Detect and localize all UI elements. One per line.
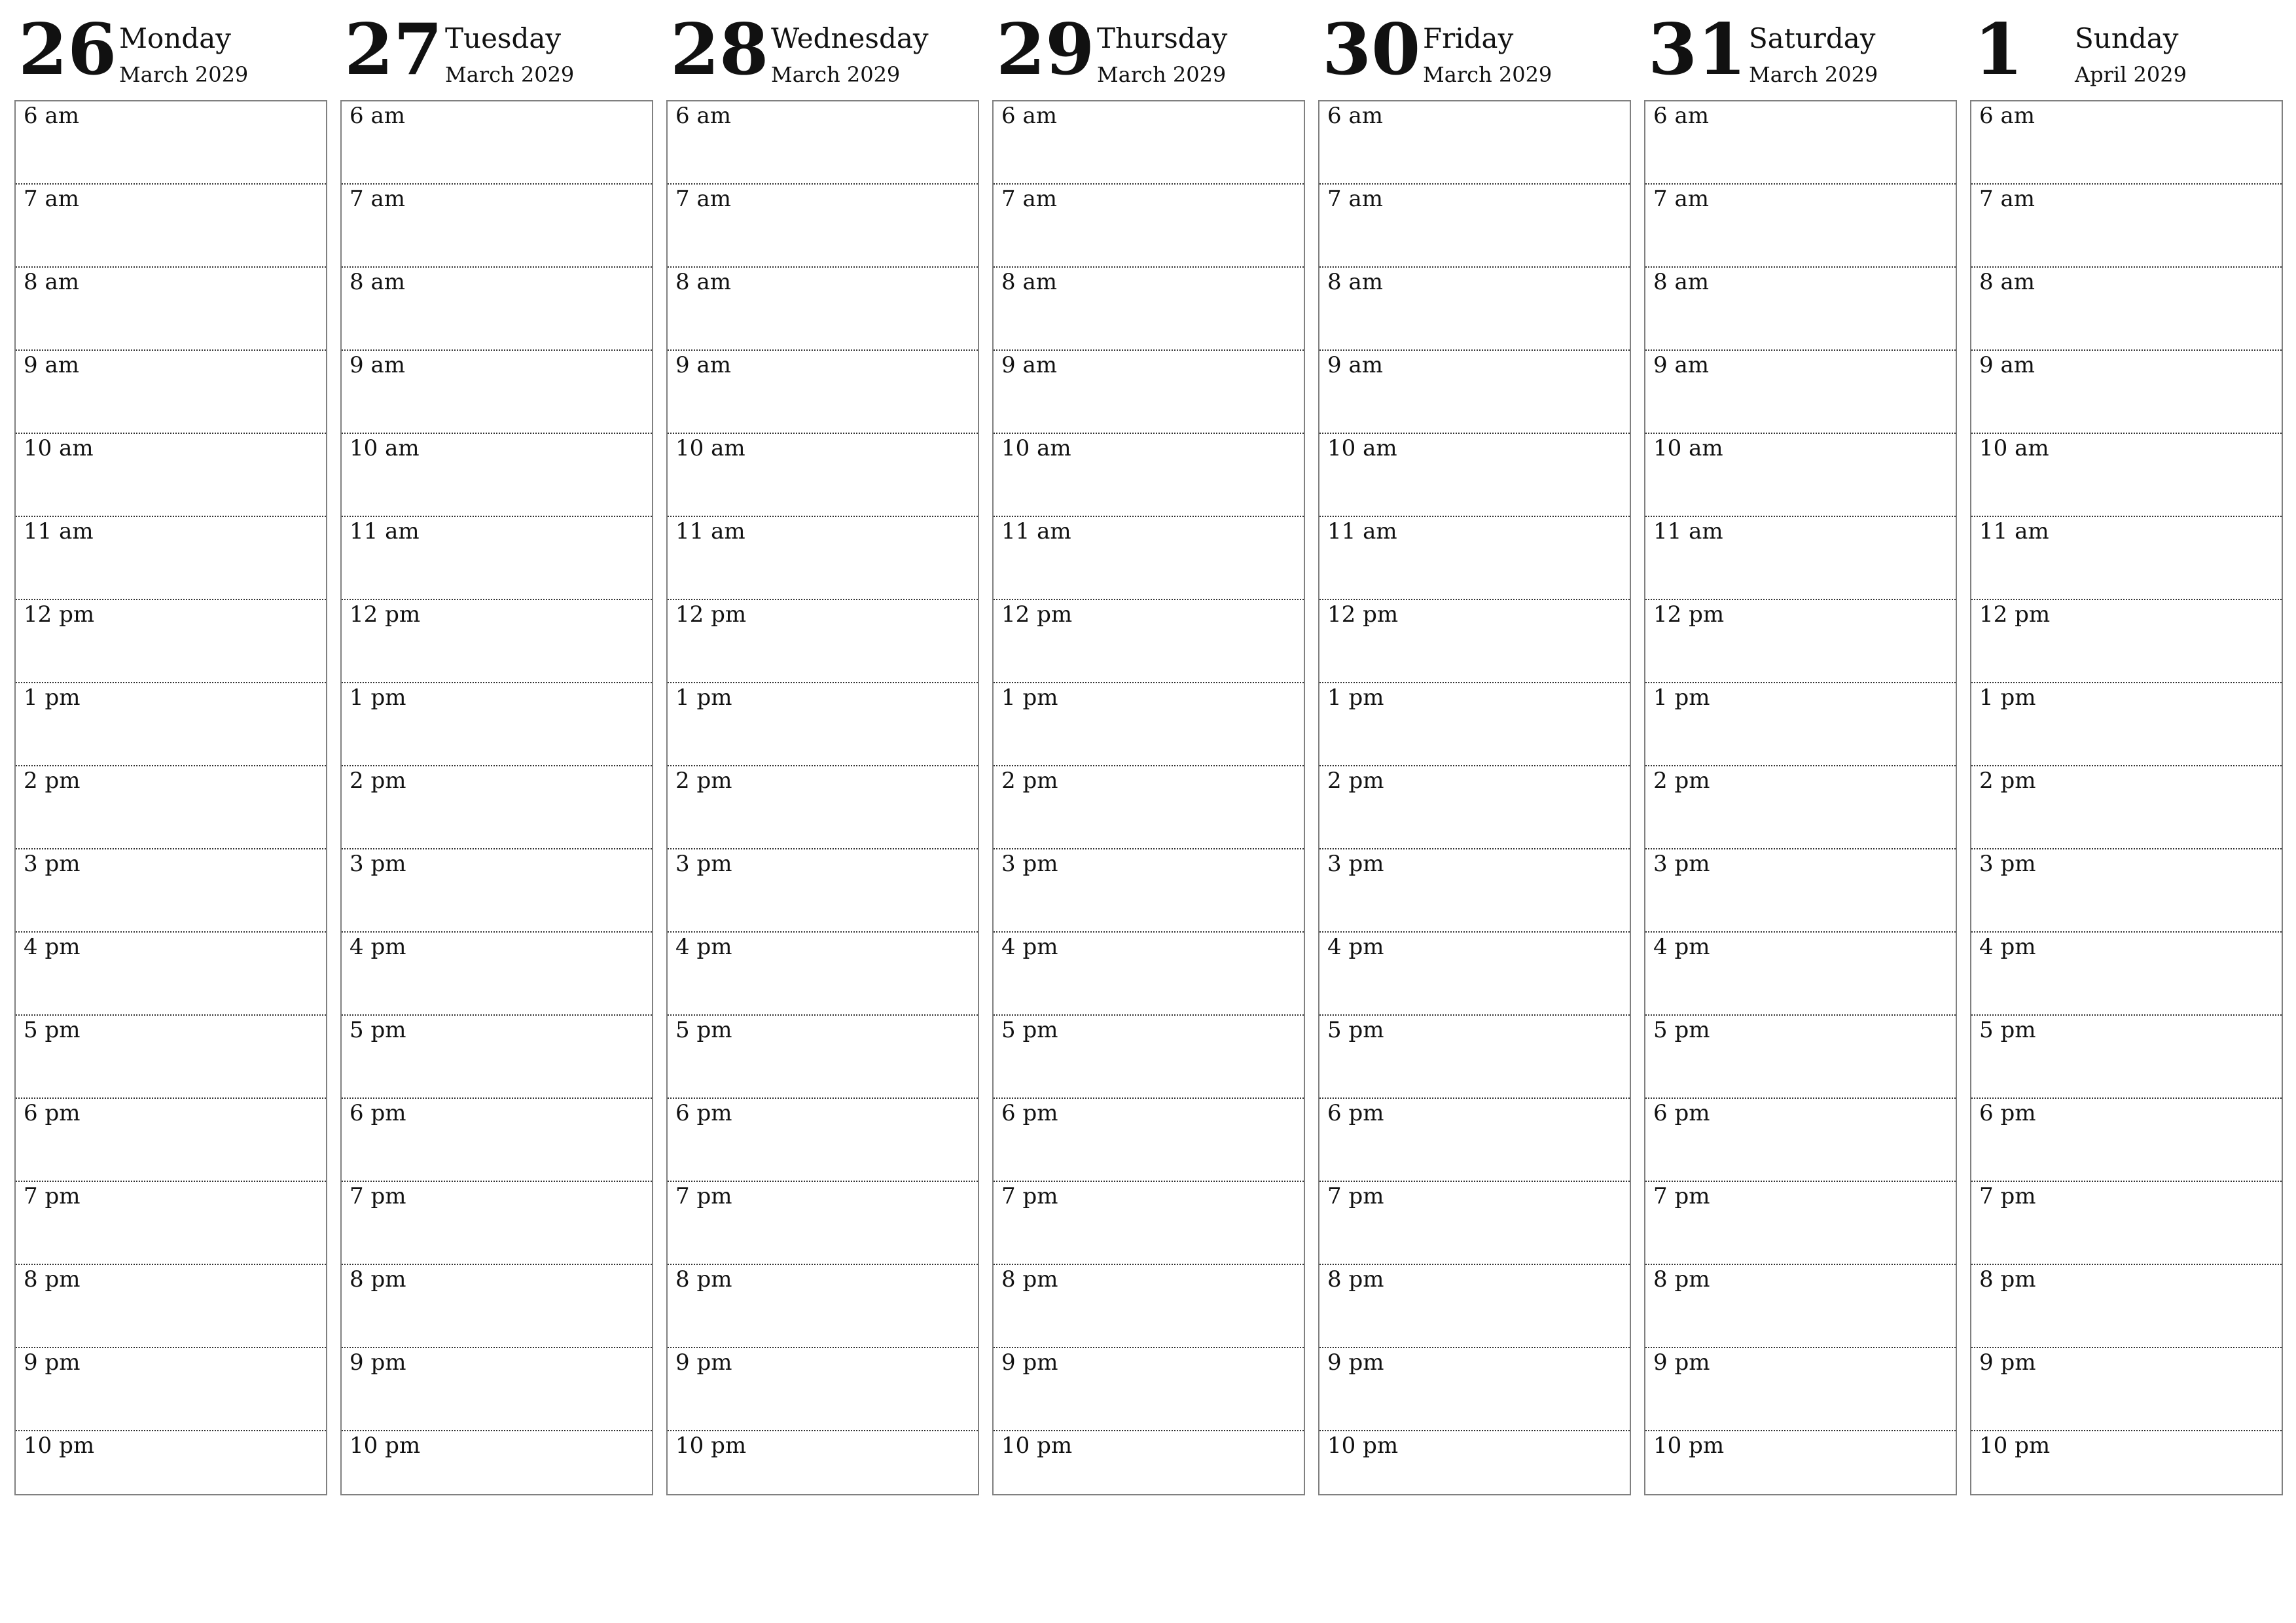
hour-slot[interactable] — [1319, 268, 1630, 351]
hour-label: 2 pm — [1327, 768, 1384, 794]
day-column-monday — [14, 0, 327, 1459]
hour-label: 5 pm — [350, 1017, 406, 1043]
day-schedule-box — [340, 100, 653, 1495]
hour-label: 7 am — [350, 186, 405, 212]
hour-slot[interactable] — [994, 351, 1304, 434]
hour-slot[interactable] — [342, 101, 652, 185]
hour-slot[interactable] — [16, 600, 326, 683]
hour-slot[interactable] — [342, 1431, 652, 1513]
day-number: 30 — [1322, 9, 1421, 91]
day-number: 26 — [18, 9, 117, 91]
hour-slot[interactable] — [1319, 1182, 1630, 1265]
hour-label: 6 am — [350, 103, 405, 129]
hour-label: 10 pm — [1327, 1433, 1399, 1459]
hour-slot[interactable] — [1971, 1348, 2282, 1431]
hour-slot[interactable] — [1319, 101, 1630, 185]
hour-slot[interactable] — [1645, 517, 1956, 600]
hour-slot[interactable] — [668, 1431, 978, 1513]
hour-label: 1 pm — [1001, 685, 1058, 711]
hour-label: 8 am — [675, 269, 731, 295]
hour-label: 3 pm — [24, 851, 81, 877]
hour-slot[interactable] — [16, 268, 326, 351]
hour-label: 8 am — [1001, 269, 1057, 295]
hour-slot[interactable] — [1971, 351, 2282, 434]
hour-slot[interactable] — [1645, 933, 1956, 1016]
hour-label: 10 am — [675, 435, 745, 461]
day-schedule-box — [14, 100, 327, 1495]
day-header — [1644, 0, 1957, 99]
hour-slot[interactable] — [1645, 1016, 1956, 1099]
hour-label: 6 am — [1001, 103, 1057, 129]
hour-slot[interactable] — [1319, 933, 1630, 1016]
hour-label: 1 pm — [24, 685, 81, 711]
hour-label: 10 am — [24, 435, 94, 461]
hour-slot[interactable] — [994, 517, 1304, 600]
hour-slot[interactable] — [668, 351, 978, 434]
hour-label: 4 pm — [1653, 934, 1710, 960]
hour-label: 1 pm — [1327, 685, 1384, 711]
hour-slot[interactable] — [1319, 185, 1630, 268]
hour-slot[interactable] — [1645, 1182, 1956, 1265]
hour-label: 7 pm — [675, 1183, 732, 1209]
hour-label: 9 pm — [1653, 1349, 1710, 1376]
hour-slot[interactable] — [994, 434, 1304, 517]
hour-label: 6 pm — [24, 1100, 81, 1126]
hour-label: 8 pm — [675, 1266, 732, 1293]
hour-label: 9 am — [1327, 352, 1383, 378]
day-column-friday — [1318, 0, 1631, 1459]
hour-slot[interactable] — [342, 849, 652, 933]
hour-slot[interactable] — [1645, 268, 1956, 351]
hour-label: 1 pm — [350, 685, 406, 711]
day-number: 31 — [1648, 9, 1747, 91]
hour-label: 2 pm — [350, 768, 406, 794]
hour-slot[interactable] — [668, 185, 978, 268]
day-header — [14, 0, 327, 99]
hour-label: 10 am — [1979, 435, 2049, 461]
hour-slot[interactable] — [668, 517, 978, 600]
hour-label: 5 pm — [675, 1017, 732, 1043]
hour-slot[interactable] — [668, 434, 978, 517]
day-name: Saturday — [1749, 22, 1876, 54]
hour-slot[interactable] — [668, 101, 978, 185]
hour-label: 4 pm — [24, 934, 81, 960]
hour-label: 8 pm — [350, 1266, 406, 1293]
hour-slot[interactable] — [1971, 600, 2282, 683]
hour-slot[interactable] — [994, 185, 1304, 268]
day-month: March 2029 — [771, 62, 901, 87]
hour-slot[interactable] — [1319, 1016, 1630, 1099]
hour-slot[interactable] — [342, 1099, 652, 1182]
hour-label: 7 pm — [1979, 1183, 2036, 1209]
hour-label: 6 am — [675, 103, 731, 129]
hour-label: 8 pm — [1001, 1266, 1058, 1293]
hour-label: 10 pm — [1653, 1433, 1725, 1459]
hour-label: 6 pm — [1653, 1100, 1710, 1126]
hour-label: 9 am — [24, 352, 79, 378]
day-number: 28 — [670, 9, 769, 91]
hour-slot[interactable] — [994, 1265, 1304, 1348]
hour-label: 1 pm — [1979, 685, 2036, 711]
hour-slot[interactable] — [16, 1016, 326, 1099]
hour-slot[interactable] — [342, 1265, 652, 1348]
day-schedule-box — [1970, 100, 2283, 1495]
hour-slot[interactable] — [668, 766, 978, 849]
hour-slot[interactable] — [1971, 933, 2282, 1016]
hour-label: 11 am — [1001, 518, 1071, 544]
hour-label: 8 am — [1653, 269, 1709, 295]
hour-slot[interactable] — [668, 849, 978, 933]
hour-slot[interactable] — [16, 517, 326, 600]
hour-slot[interactable] — [994, 683, 1304, 766]
hour-label: 6 pm — [675, 1100, 732, 1126]
hour-slot[interactable] — [1319, 434, 1630, 517]
hour-slot[interactable] — [1645, 1348, 1956, 1431]
hour-label: 7 pm — [1653, 1183, 1710, 1209]
hour-slot[interactable] — [668, 933, 978, 1016]
hour-slot[interactable] — [1645, 185, 1956, 268]
hour-label: 10 am — [350, 435, 420, 461]
hour-label: 3 pm — [1001, 851, 1058, 877]
hour-slot[interactable] — [1971, 1431, 2282, 1513]
hour-slot[interactable] — [1971, 849, 2282, 933]
day-name: Monday — [119, 22, 231, 54]
hour-label: 9 pm — [1327, 1349, 1384, 1376]
hour-label: 3 pm — [350, 851, 406, 877]
hour-slot[interactable] — [16, 683, 326, 766]
hour-slot[interactable] — [342, 351, 652, 434]
hour-slot[interactable] — [668, 1182, 978, 1265]
hour-label: 4 pm — [675, 934, 732, 960]
hour-label: 7 pm — [24, 1183, 81, 1209]
hour-slot[interactable] — [342, 600, 652, 683]
hour-label: 12 pm — [675, 601, 747, 628]
hour-label: 3 pm — [1979, 851, 2036, 877]
hour-label: 4 pm — [1001, 934, 1058, 960]
day-month: March 2029 — [1423, 62, 1552, 87]
day-name: Tuesday — [445, 22, 562, 54]
hour-slot[interactable] — [1319, 1348, 1630, 1431]
hour-label: 3 pm — [675, 851, 732, 877]
day-name: Sunday — [2075, 22, 2179, 54]
hour-label: 6 am — [24, 103, 79, 129]
hour-label: 9 pm — [1001, 1349, 1058, 1376]
day-month: March 2029 — [119, 62, 249, 87]
hour-label: 11 am — [1653, 518, 1723, 544]
hour-slot[interactable] — [16, 1265, 326, 1348]
hour-label: 8 am — [24, 269, 79, 295]
hour-slot[interactable] — [1645, 1265, 1956, 1348]
hour-label: 8 pm — [1327, 1266, 1384, 1293]
hour-label: 11 am — [1327, 518, 1397, 544]
hour-label: 6 am — [1653, 103, 1709, 129]
hour-slot[interactable] — [16, 351, 326, 434]
hour-label: 7 pm — [1001, 1183, 1058, 1209]
hour-label: 11 am — [350, 518, 420, 544]
hour-label: 10 pm — [1001, 1433, 1073, 1459]
hour-label: 4 pm — [1327, 934, 1384, 960]
hour-label: 9 am — [675, 352, 731, 378]
hour-label: 12 pm — [24, 601, 95, 628]
day-schedule-box — [1644, 100, 1957, 1495]
hour-slot[interactable] — [994, 1099, 1304, 1182]
hour-label: 7 pm — [1327, 1183, 1384, 1209]
day-header — [666, 0, 979, 99]
day-number: 29 — [996, 9, 1095, 91]
hour-slot[interactable] — [342, 933, 652, 1016]
day-name: Friday — [1423, 22, 1514, 54]
hour-label: 12 pm — [1001, 601, 1073, 628]
hour-slot[interactable] — [16, 766, 326, 849]
hour-label: 6 am — [1979, 103, 2035, 129]
hour-label: 7 am — [1653, 186, 1709, 212]
hour-slot[interactable] — [668, 600, 978, 683]
hour-slot[interactable] — [1971, 434, 2282, 517]
hour-label: 8 pm — [1653, 1266, 1710, 1293]
hour-slot[interactable] — [1645, 683, 1956, 766]
hour-slot[interactable] — [1319, 351, 1630, 434]
hour-slot[interactable] — [1971, 1182, 2282, 1265]
hour-slot[interactable] — [342, 185, 652, 268]
hour-label: 6 am — [1327, 103, 1383, 129]
hour-label: 4 pm — [350, 934, 406, 960]
hour-label: 8 am — [1327, 269, 1383, 295]
hour-slot[interactable] — [994, 1182, 1304, 1265]
hour-slot[interactable] — [1645, 766, 1956, 849]
hour-slot[interactable] — [1971, 185, 2282, 268]
hour-slot[interactable] — [1319, 766, 1630, 849]
hour-label: 10 pm — [1979, 1433, 2051, 1459]
day-number: 27 — [344, 9, 443, 91]
hour-slot[interactable] — [994, 1016, 1304, 1099]
hour-slot[interactable] — [342, 1016, 652, 1099]
hour-label: 9 pm — [24, 1349, 81, 1376]
hour-slot[interactable] — [16, 933, 326, 1016]
hour-slot[interactable] — [16, 101, 326, 185]
hour-slot[interactable] — [1971, 683, 2282, 766]
hour-label: 7 am — [24, 186, 79, 212]
hour-slot[interactable] — [1971, 1016, 2282, 1099]
hour-label: 2 pm — [675, 768, 732, 794]
hour-slot[interactable] — [1319, 849, 1630, 933]
day-month: March 2029 — [445, 62, 575, 87]
hour-slot[interactable] — [1971, 766, 2282, 849]
hour-label: 7 am — [675, 186, 731, 212]
hour-label: 5 pm — [1001, 1017, 1058, 1043]
hour-label: 5 pm — [1653, 1017, 1710, 1043]
hour-slot[interactable] — [1319, 1265, 1630, 1348]
hour-label: 9 am — [1653, 352, 1709, 378]
hour-slot[interactable] — [1319, 1431, 1630, 1513]
hour-slot[interactable] — [16, 434, 326, 517]
hour-slot[interactable] — [1971, 1099, 2282, 1182]
day-month: April 2029 — [2075, 62, 2187, 87]
hour-slot[interactable] — [994, 268, 1304, 351]
day-number: 1 — [1974, 9, 2024, 91]
hour-slot[interactable] — [1319, 600, 1630, 683]
hour-label: 9 pm — [675, 1349, 732, 1376]
hour-label: 8 pm — [1979, 1266, 2036, 1293]
day-name: Thursday — [1097, 22, 1228, 54]
hour-label: 9 am — [1001, 352, 1057, 378]
hour-label: 12 pm — [350, 601, 421, 628]
day-column-wednesday — [666, 0, 979, 1459]
hour-label: 6 pm — [1001, 1100, 1058, 1126]
hour-label: 1 pm — [675, 685, 732, 711]
hour-label: 9 am — [350, 352, 405, 378]
hour-label: 2 pm — [24, 768, 81, 794]
hour-label: 12 pm — [1327, 601, 1399, 628]
hour-slot[interactable] — [16, 1099, 326, 1182]
hour-slot[interactable] — [1645, 434, 1956, 517]
hour-label: 9 am — [1979, 352, 2035, 378]
day-schedule-box — [666, 100, 979, 1495]
hour-label: 6 pm — [350, 1100, 406, 1126]
hour-slot[interactable] — [16, 1431, 326, 1513]
hour-slot[interactable] — [342, 434, 652, 517]
hour-label: 7 pm — [350, 1183, 406, 1209]
hour-slot[interactable] — [994, 101, 1304, 185]
hour-slot[interactable] — [1319, 683, 1630, 766]
hour-slot[interactable] — [1971, 101, 2282, 185]
day-header — [992, 0, 1305, 99]
hour-slot[interactable] — [668, 1265, 978, 1348]
hour-label: 11 am — [1979, 518, 2049, 544]
hour-label: 2 pm — [1653, 768, 1710, 794]
day-header — [340, 0, 653, 99]
day-header — [1970, 0, 2283, 99]
hour-label: 10 pm — [350, 1433, 421, 1459]
hour-label: 9 pm — [350, 1349, 406, 1376]
hour-label: 4 pm — [1979, 934, 2036, 960]
hour-slot[interactable] — [668, 268, 978, 351]
hour-label: 9 pm — [1979, 1349, 2036, 1376]
hour-label: 2 pm — [1979, 768, 2036, 794]
hour-label: 11 am — [24, 518, 94, 544]
hour-slot[interactable] — [994, 849, 1304, 933]
hour-label: 2 pm — [1001, 768, 1058, 794]
hour-slot[interactable] — [342, 268, 652, 351]
hour-label: 11 am — [675, 518, 745, 544]
day-month: March 2029 — [1749, 62, 1878, 87]
hour-slot[interactable] — [1971, 1265, 2282, 1348]
hour-slot[interactable] — [1645, 101, 1956, 185]
hour-slot[interactable] — [994, 1348, 1304, 1431]
hour-label: 10 am — [1001, 435, 1071, 461]
hour-slot[interactable] — [668, 1099, 978, 1182]
hour-slot[interactable] — [16, 185, 326, 268]
hour-slot[interactable] — [994, 1431, 1304, 1513]
day-schedule-box — [1318, 100, 1631, 1495]
hour-label: 8 am — [1979, 269, 2035, 295]
day-column-saturday — [1644, 0, 1957, 1459]
hour-label: 10 am — [1327, 435, 1397, 461]
hour-slot[interactable] — [668, 1016, 978, 1099]
hour-label: 5 pm — [1979, 1017, 2036, 1043]
hour-slot[interactable] — [342, 1182, 652, 1265]
hour-slot[interactable] — [1971, 517, 2282, 600]
hour-label: 7 am — [1001, 186, 1057, 212]
hour-label: 6 pm — [1979, 1100, 2036, 1126]
day-column-thursday — [992, 0, 1305, 1459]
hour-label: 8 am — [350, 269, 405, 295]
hour-label: 8 pm — [24, 1266, 81, 1293]
hour-slot[interactable] — [342, 1348, 652, 1431]
hour-label: 10 am — [1653, 435, 1723, 461]
hour-slot[interactable] — [342, 683, 652, 766]
hour-slot[interactable] — [16, 849, 326, 933]
hour-slot[interactable] — [994, 933, 1304, 1016]
hour-label: 5 pm — [1327, 1017, 1384, 1043]
day-name: Wednesday — [771, 22, 929, 54]
day-header — [1318, 0, 1631, 99]
hour-label: 6 pm — [1327, 1100, 1384, 1126]
hour-slot[interactable] — [1971, 268, 2282, 351]
hour-slot[interactable] — [994, 600, 1304, 683]
hour-label: 7 am — [1327, 186, 1383, 212]
hour-label: 10 pm — [675, 1433, 747, 1459]
hour-label: 12 pm — [1979, 601, 2051, 628]
hour-slot[interactable] — [342, 517, 652, 600]
hour-label: 12 pm — [1653, 601, 1725, 628]
hour-slot[interactable] — [994, 766, 1304, 849]
hour-label: 3 pm — [1327, 851, 1384, 877]
hour-slot[interactable] — [1645, 600, 1956, 683]
hour-slot[interactable] — [16, 1348, 326, 1431]
hour-slot[interactable] — [1319, 1099, 1630, 1182]
hour-slot[interactable] — [342, 766, 652, 849]
hour-slot[interactable] — [1645, 351, 1956, 434]
hour-label: 5 pm — [24, 1017, 81, 1043]
hour-label: 1 pm — [1653, 685, 1710, 711]
hour-label: 10 pm — [24, 1433, 95, 1459]
hour-slot[interactable] — [1319, 517, 1630, 600]
hour-label: 3 pm — [1653, 851, 1710, 877]
hour-slot[interactable] — [1645, 849, 1956, 933]
hour-label: 7 am — [1979, 186, 2035, 212]
day-schedule-box — [992, 100, 1305, 1495]
hour-slot[interactable] — [16, 1182, 326, 1265]
day-column-tuesday — [340, 0, 653, 1459]
day-month: March 2029 — [1097, 62, 1227, 87]
hour-slot[interactable] — [1645, 1431, 1956, 1513]
hour-slot[interactable] — [1645, 1099, 1956, 1182]
day-column-sunday — [1970, 0, 2283, 1459]
hour-slot[interactable] — [668, 1348, 978, 1431]
hour-slot[interactable] — [668, 683, 978, 766]
